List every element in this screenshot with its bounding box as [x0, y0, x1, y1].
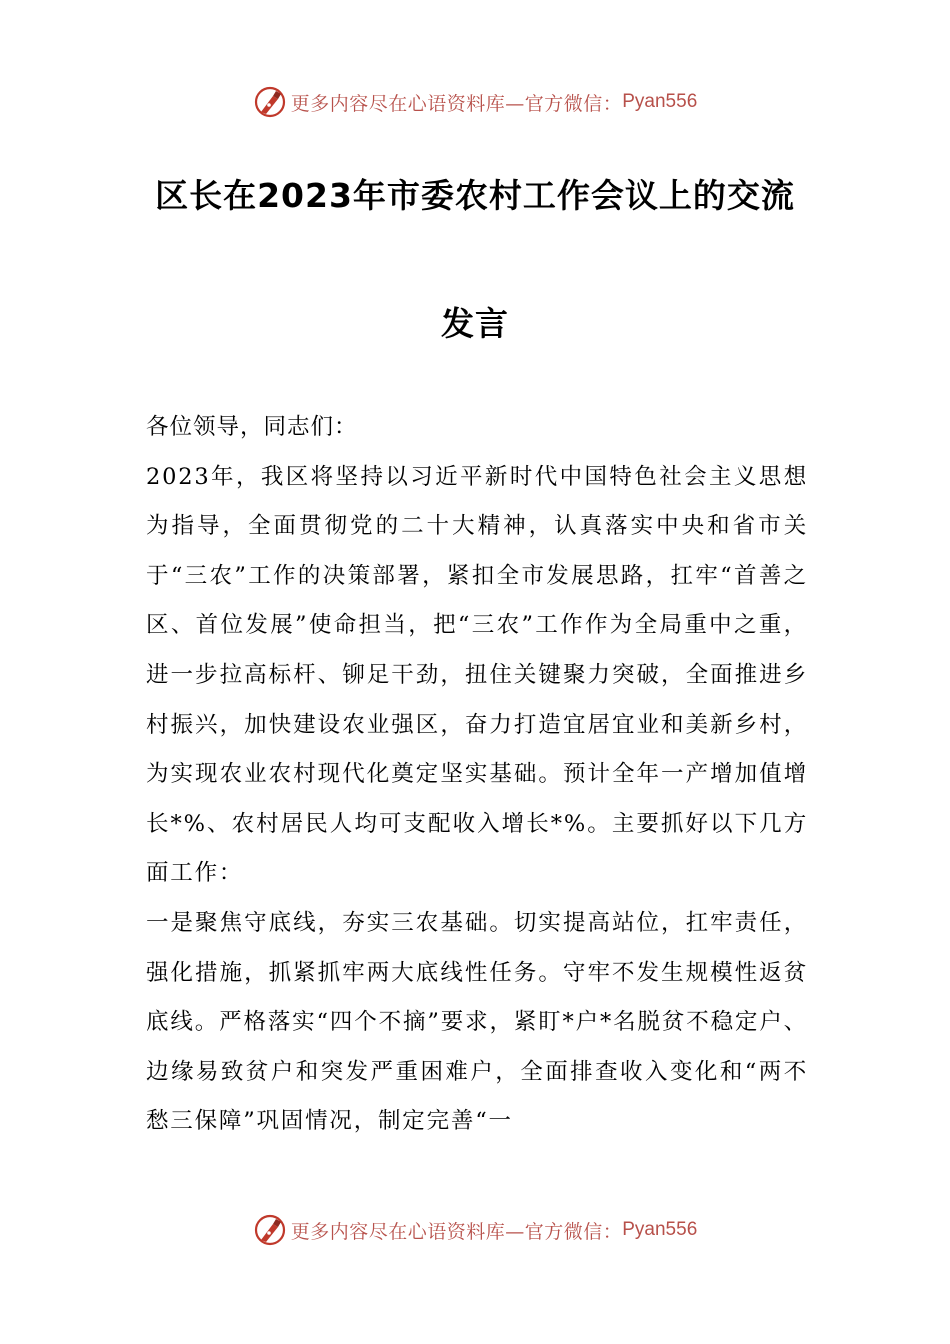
- banner-text: 更多内容尽在心语资料库—官方微信：: [290, 1220, 623, 1243]
- wechat-id: Pyan556: [622, 91, 698, 112]
- header-watermark-banner: [0, 82, 950, 122]
- paragraph-point-one: 一是聚焦守底线，夯实三农基础。切实提高站位，扛牢责任，强化措施，抓紧抓牢两大底线性任务。守牢不发生规模性返贫底线。严格落实“四个不摘”要求，紧盯*户*名脱贫不稳定户、边缘易致贫户和突发严重困难户，全面排查收入变化和“两不愁三保障”巩固情况，制定完善“一: [146, 909, 808, 1135]
- pen-nib-logo-icon: [253, 85, 287, 119]
- document-title-line-1: 区长在2023年市委农村工作会议上的交流: [155, 176, 795, 215]
- banner-text: 更多内容尽在心语资料库—官方微信：: [290, 92, 623, 115]
- paragraph-intro: 2023年，我区将坚持以习近平新时代中国特色社会主义思想为指导，全面贯彻党的二十大精神，认真落实中央和省市关于“三农”工作的决策部署，紧扣全市发展思路，扛牢“首善之区、首位发展”使命担当，把“三农”工作作为全局重中之重，进一步拉高标杆、铆足干劲，扭住关键聚力突破，全面推进乡村振兴，加快建设农业强区，奋力打造宜居宜业和美新乡村，为实现农业农村现代化奠定坚实基础。预计全年一产增加值增长*%、农村居民人均可支配收入增长*%。主要抓好以下几方面工作：: [146, 463, 808, 887]
- document-title-line-2: 发言: [441, 304, 509, 343]
- footer-watermark-banner: [0, 1210, 950, 1250]
- pen-nib-logo-icon: [253, 1213, 287, 1247]
- wechat-id: Pyan556: [622, 1219, 698, 1240]
- speech-body: [146, 403, 808, 1147]
- greeting: 各位领导，同志们：: [146, 414, 358, 440]
